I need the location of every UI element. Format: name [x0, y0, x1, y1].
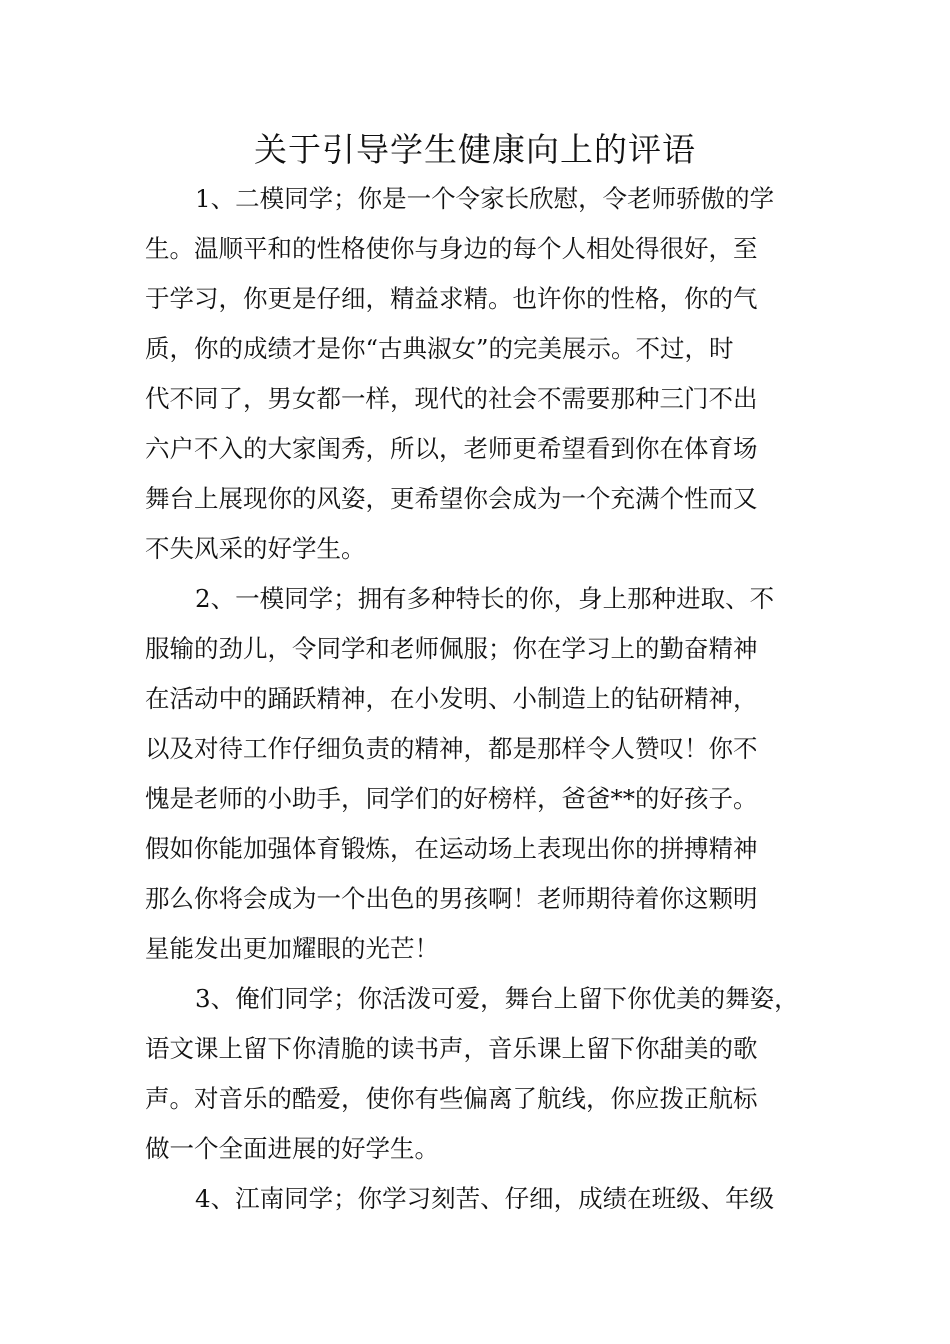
text-line: 代不同了，男女都一样，现代的社会不需要那种三门不出 — [145, 384, 758, 413]
text-line: 做一个全面进展的好学生。 — [145, 1134, 439, 1163]
text-line: 2、一模同学；拥有多种特长的你，身上那种进取、不 — [195, 584, 775, 613]
text-line: 舞台上展现你的风姿，更希望你会成为一个充满个性而又 — [145, 484, 758, 513]
text-line: 质，你的成绩才是你“古典淑女”的完美展示。不过，时 — [145, 334, 734, 363]
text-line: 声。对音乐的酷爱，使你有些偏离了航线，你应拨正航标 — [145, 1084, 758, 1113]
text-line: 不失风采的好学生。 — [145, 534, 366, 563]
text-line: 于学习，你更是仔细，精益求精。也许你的性格，你的气 — [145, 284, 758, 313]
text-line: 以及对待工作仔细负责的精神，都是那样令人赞叹！你不 — [145, 734, 758, 763]
text-line: 愧是老师的小助手，同学们的好榜样，爸爸**的好孩子。 — [145, 784, 758, 813]
text-line: 那么你将会成为一个出色的男孩啊！老师期待着你这颗明 — [145, 884, 758, 913]
text-line: 3、俺们同学；你活泼可爱，舞台上留下你优美的舞姿， — [195, 984, 799, 1013]
text-line: 星能发出更加耀眼的光芒！ — [145, 934, 439, 963]
text-line: 服输的劲儿，令同学和老师佩服；你在学习上的勤奋精神 — [145, 634, 758, 663]
text-line: 语文课上留下你清脆的读书声，音乐课上留下你甜美的歌 — [145, 1034, 758, 1063]
text-line: 1、二模同学；你是一个令家长欣慰，令老师骄傲的学 — [195, 184, 775, 213]
text-line: 假如你能加强体育锻炼，在运动场上表现出你的拼搏精神 — [145, 834, 758, 863]
text-line: 4、江南同学；你学习刻苦、仔细，成绩在班级、年级 — [195, 1184, 775, 1213]
text-line: 生。温顺平和的性格使你与身边的每个人相处得很好，至 — [145, 234, 758, 263]
text-line: 六户不入的大家闺秀，所以，老师更希望看到你在体育场 — [145, 434, 758, 463]
text-line: 在活动中的踊跃精神，在小发明、小制造上的钻研精神， — [145, 684, 758, 713]
document-title: 关于引导学生健康向上的评语 — [254, 130, 696, 169]
